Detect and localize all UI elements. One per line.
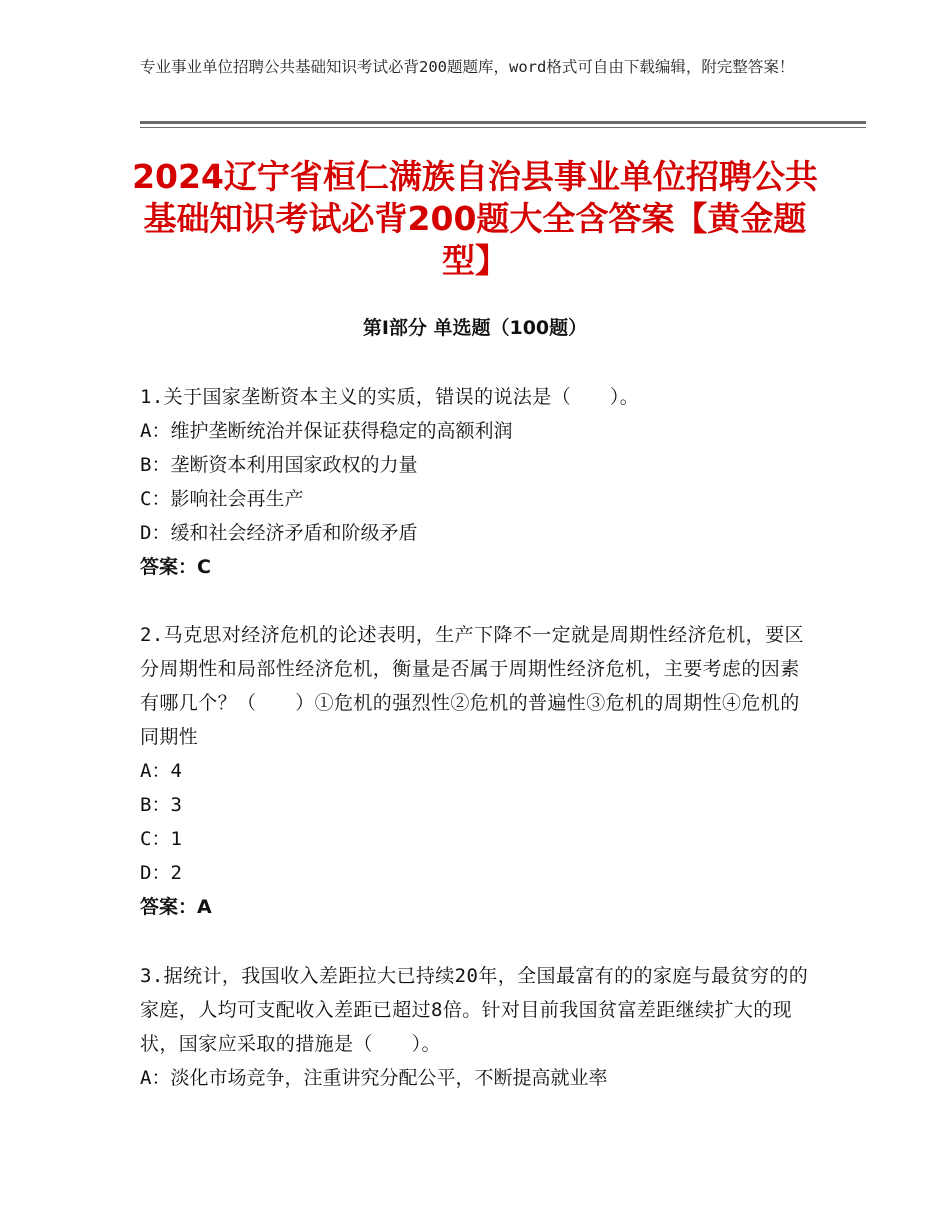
option-a: A：4 — [140, 760, 182, 782]
document-title: 2024辽宁省桓仁满族自治县事业单位招聘公共基础知识考试必背200题大全含答案【黄金题型】 — [132, 157, 818, 280]
question-3 — [140, 959, 810, 1095]
option-b: B：3 — [140, 794, 182, 816]
option-d: D：缓和社会经济矛盾和阶级矛盾 — [140, 522, 418, 544]
header-divider-thick — [140, 121, 866, 124]
header-divider-thin — [140, 127, 866, 128]
option-b: B：垄断资本利用国家政权的力量 — [140, 454, 418, 476]
question-stem: 1.关于国家垄断资本主义的实质，错误的说法是（ ）。 — [140, 386, 640, 408]
option-a: A：淡化市场竞争，注重讲究分配公平，不断提高就业率 — [140, 1067, 608, 1089]
question-stem: 3.据统计，我国收入差距拉大已持续20年，全国最富有的的家庭与最贫穷的的家庭，人均可支配收入差距已超过8倍。针对目前我国贫富差距继续扩大的现状，国家应采取的措施是（ ）。 — [140, 965, 809, 1055]
answer-line: 答案：A — [140, 896, 212, 918]
section-heading: 第Ⅰ部分 单选题（100题） — [362, 317, 588, 339]
question-1 — [140, 380, 810, 584]
option-d: D：2 — [140, 862, 182, 884]
header-note: 专业事业单位招聘公共基础知识考试必背200题题库，word格式可自由下载编辑，附完整答案！ — [140, 58, 795, 76]
option-a: A：维护垄断统治并保证获得稳定的高额利润 — [140, 420, 513, 442]
answer-line: 答案：C — [140, 556, 211, 578]
question-2 — [140, 618, 810, 924]
question-stem: 2.马克思对经济危机的论述表明，生产下降不一定就是周期性经济危机，要区分周期性和局部性经济危机，衡量是否属于周期性经济危机，主要考虑的因素有哪几个？（ ）①危机的强烈性②危机的普遍性③危机的周期性④危机的同期性 — [140, 624, 804, 748]
option-c: C：1 — [140, 828, 182, 850]
option-c: C：影响社会再生产 — [140, 488, 304, 510]
